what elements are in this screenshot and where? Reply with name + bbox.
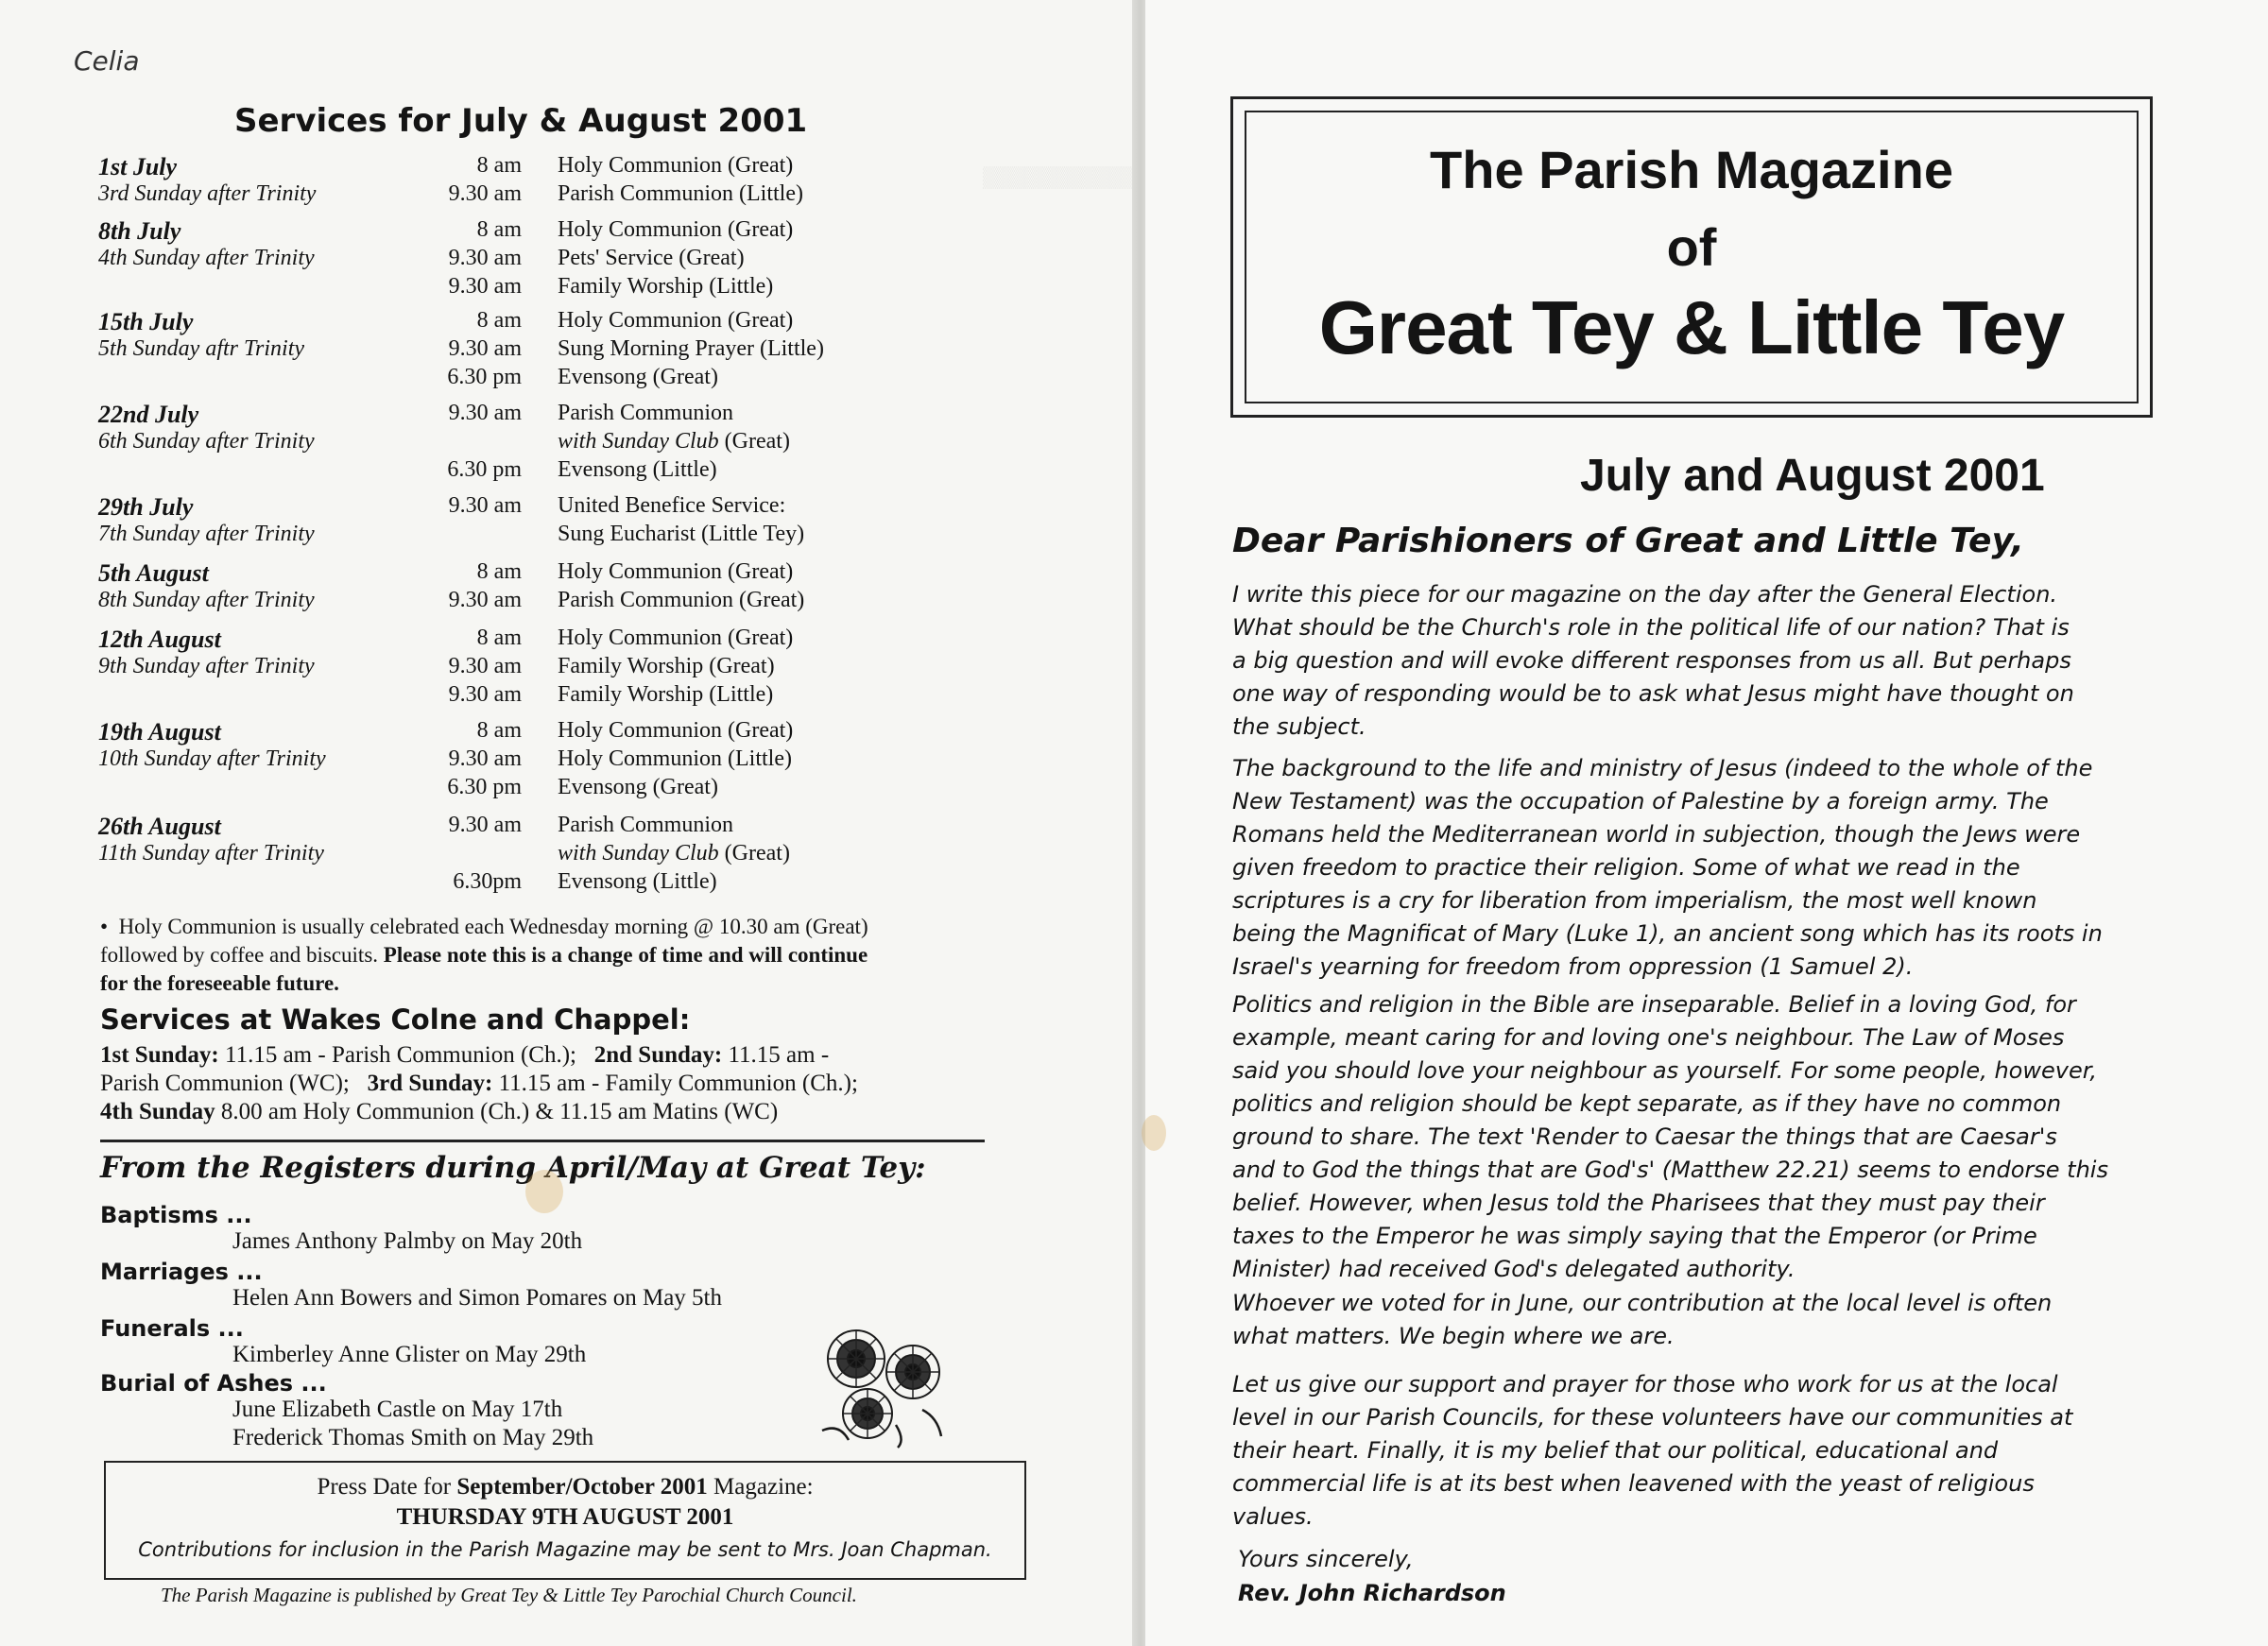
service-name: Holy Communion (Great) <box>558 626 794 650</box>
service-name: Parish Communion (Great) <box>558 588 805 612</box>
letter-line: Romans held the Mediterranean world in subjection, though the Jews were <box>1232 821 2081 848</box>
service-time: 8 am <box>476 308 522 333</box>
service-time: 8 am <box>476 217 522 242</box>
letter-line: level in our Parish Councils, for these volunteers have our communities at <box>1232 1404 2073 1431</box>
wakes-2nd-label: 2nd Sunday: <box>593 1042 723 1068</box>
service-time: 9.30 am <box>448 493 522 518</box>
service-name-rest: (Great) <box>718 429 790 454</box>
wakes-1st-text: 11.15 am - Parish Communion (Ch.); <box>225 1042 576 1068</box>
letter-line: commercial life is at its best when leavened with the yeast of religious <box>1232 1470 2035 1497</box>
service-name: Holy Communion (Great) <box>558 308 794 333</box>
marriages-label: Marriages ... <box>100 1259 263 1285</box>
service-day: 26th August <box>98 813 221 840</box>
service-name <box>558 841 790 866</box>
service-name: Family Worship (Little) <box>558 274 774 299</box>
wakes-4th-text: 8.00 am Holy Communion (Ch.) & 11.15 am Matins (WC) <box>220 1099 779 1124</box>
service-time: 9.30 am <box>448 181 522 206</box>
handwritten-note: Celia <box>74 45 140 77</box>
note-line2-bold: Please note this is a change of time and will continue <box>383 943 868 967</box>
wakes-1st-label: 1st Sunday: <box>100 1042 219 1068</box>
letter-line: and to God the things that are God's' (Matthew 22.21) seems to endorse this <box>1232 1157 2108 1183</box>
service-name: Evensong (Great) <box>558 365 718 389</box>
service-sunday: 9th Sunday after Trinity <box>98 654 315 678</box>
service-time: 8 am <box>476 718 522 743</box>
press-deadline: THURSDAY 9TH AUGUST 2001 <box>396 1504 734 1530</box>
letter-line: belief. However, when Jesus told the Pharisees that they must pay their <box>1232 1190 2045 1216</box>
note-line1: Holy Communion is usually celebrated each Wednesday morning @ 10.30 am (Great) <box>118 915 868 938</box>
service-name: Holy Communion (Great) <box>558 559 794 584</box>
service-name: Parish Communion <box>558 813 734 837</box>
letter-line: scriptures is a cry for liberation from imperialism, the most well known <box>1232 887 2037 914</box>
letter-line: Let us give our support and prayer for those who work for us at the local <box>1232 1371 2058 1397</box>
service-name: United Benefice Service: <box>558 493 786 518</box>
service-time: 9.30 am <box>448 588 522 612</box>
service-name: Holy Communion (Little) <box>558 746 792 771</box>
letter-paragraph <box>1232 988 2158 1286</box>
service-time: 8 am <box>476 626 522 650</box>
service-day: 22nd July <box>98 401 199 428</box>
service-name-rest: (Great) <box>718 841 790 866</box>
service-sunday: 3rd Sunday after Trinity <box>98 181 317 206</box>
service-name: Holy Communion (Great) <box>558 153 794 178</box>
service-name-italic: with Sunday Club <box>558 429 719 454</box>
issue-date: July and August 2001 <box>1580 451 2045 501</box>
service-name: Family Worship (Little) <box>558 682 774 707</box>
wakes-title: Services at Wakes Colne and Chappel: <box>100 1003 691 1036</box>
wakes-2nd-text-cont: Parish Communion (WC); <box>100 1071 350 1096</box>
baptisms-label: Baptisms ... <box>100 1202 252 1228</box>
service-time: 9.30 am <box>448 654 522 678</box>
service-sunday: 10th Sunday after Trinity <box>98 746 326 771</box>
service-name-italic: with Sunday Club <box>558 841 719 866</box>
service-day: 5th August <box>98 559 209 587</box>
letter-line: example, meant caring for and loving one's neighbour. The Law of Moses <box>1232 1024 2065 1051</box>
service-name <box>558 429 790 454</box>
divider <box>100 1140 985 1142</box>
letter-line: given freedom to practice their religion. Some of what we read in the <box>1232 854 2020 881</box>
service-name: Pets' Service (Great) <box>558 246 745 270</box>
service-name: Evensong (Little) <box>558 457 717 482</box>
wednesday-note <box>100 913 1032 998</box>
masthead-parishes: Great Tey & Little Tey <box>1318 285 2065 369</box>
letter-line: what matters. We begin where we are. <box>1232 1323 1675 1349</box>
ashes-entry: June Elizabeth Castle on May 17th <box>232 1397 563 1422</box>
letter-line: politics and religion should be kept separate, as if they have no common <box>1232 1090 2062 1117</box>
service-time: 9.30 am <box>448 336 522 361</box>
service-day: 1st July <box>98 153 178 180</box>
letter-line: I write this piece for our magazine on the day after the General Election. <box>1232 581 2058 608</box>
letter-line: New Testament) was the occupation of Palestine by a foreign army. The <box>1232 788 2049 814</box>
letter-line: said you should love your neighbour as yourself. For some people, however, <box>1232 1057 2097 1084</box>
service-day: 15th July <box>98 308 194 335</box>
service-time: 6.30 pm <box>447 457 522 482</box>
service-day: 8th July <box>98 217 181 245</box>
letter-line: Israel's yearning for freedom from oppression (1 Samuel 2). <box>1232 953 1914 980</box>
service-name: Evensong (Great) <box>558 775 718 799</box>
service-time: 6.30 pm <box>447 775 522 799</box>
masthead-title: The Parish Magazine <box>1430 140 1953 199</box>
bleed-through-text: ▒▒▒▒▒▒▒▒▒▒▒▒▒ <box>983 165 1166 188</box>
press-line1: Press Date for September/October 2001 Magazine: <box>317 1474 814 1500</box>
service-sunday: 7th Sunday after Trinity <box>98 522 315 546</box>
service-day: 19th August <box>98 718 221 746</box>
service-name: Holy Communion (Great) <box>558 217 794 242</box>
service-name: Holy Communion (Great) <box>558 718 794 743</box>
registers-title: From the Registers during April/May at Great Tey: <box>100 1151 926 1185</box>
wakes-4th-label: 4th Sunday <box>100 1099 215 1124</box>
service-name: Parish Communion <box>558 401 734 425</box>
note-line3-bold: for the foreseeable future. <box>100 971 339 995</box>
letter-line: ground to share. The text 'Render to Caesar the things that are Caesar's <box>1232 1123 2057 1150</box>
services-title: Services for July & August 2001 <box>234 102 808 140</box>
publisher-line: The Parish Magazine is published by Great Tey & Little Tey Parochial Church Council. <box>161 1584 857 1606</box>
service-name: Evensong (Little) <box>558 869 717 894</box>
letter-paragraph <box>1232 578 2158 744</box>
letter-line: being the Magnificat of Mary (Luke 1), an ancient song which has its roots in <box>1232 920 2103 947</box>
wakes-3rd-text: 11.15 am - Family Communion (Ch.); <box>498 1071 858 1096</box>
funeral-entry: Kimberley Anne Glister on May 29th <box>232 1342 587 1367</box>
letter-line: The background to the life and ministry of Jesus (indeed to the whole of the <box>1232 755 2093 781</box>
service-sunday: 8th Sunday after Trinity <box>98 588 315 612</box>
letter-line: one way of responding would be to ask what Jesus might have thought on <box>1232 680 2074 707</box>
service-sunday: 6th Sunday after Trinity <box>98 429 315 454</box>
service-time: 9.30 am <box>448 246 522 270</box>
stain <box>525 1170 563 1213</box>
funerals-label: Funerals ... <box>100 1315 244 1342</box>
service-day: 12th August <box>98 626 221 653</box>
letter-paragraph <box>1232 1368 2158 1534</box>
service-name: Parish Communion (Little) <box>558 181 803 206</box>
service-time: 6.30 pm <box>447 365 522 389</box>
service-time: 9.30 am <box>448 813 522 837</box>
letter-line: Whoever we voted for in June, our contribution at the local level is often <box>1232 1290 2053 1316</box>
service-time: 9.30 am <box>448 682 522 707</box>
ashes-entry: Frederick Thomas Smith on May 29th <box>232 1425 594 1450</box>
letter-line: their heart. Finally, it is my belief that our political, educational and <box>1232 1437 1999 1464</box>
service-name: Sung Morning Prayer (Little) <box>558 336 824 361</box>
masthead-box <box>1230 96 2153 418</box>
service-time: 9.30 am <box>448 274 522 299</box>
service-sunday: 5th Sunday aftr Trinity <box>98 336 305 361</box>
service-sunday: 4th Sunday after Trinity <box>98 246 315 270</box>
press-contributions: Contributions for inclusion in the Parish Magazine may be sent to Mrs. Joan Chapman. <box>138 1538 992 1561</box>
baptism-entry: James Anthony Palmby on May 20th <box>232 1228 583 1254</box>
marriage-entry: Helen Ann Bowers and Simon Pomares on May 5th <box>232 1285 723 1311</box>
service-sunday: 11th Sunday after Trinity <box>98 841 324 866</box>
wakes-2nd-text: 11.15 am - <box>728 1042 830 1068</box>
note-line2-normal: followed by coffee and biscuits. <box>100 943 379 967</box>
stain <box>1142 1115 1166 1151</box>
service-time: 8 am <box>476 559 522 584</box>
letter-line: taxes to the Emperor he was simply saying that the Emperor (or Prime <box>1232 1223 2037 1249</box>
service-time: 8 am <box>476 153 522 178</box>
letter-line: a big question and will evoke different responses from us all. But perhaps <box>1232 647 2071 674</box>
letter-line: the subject. <box>1232 713 1366 740</box>
service-time: 6.30pm <box>453 869 522 894</box>
press-date-box <box>104 1461 1026 1580</box>
flower-illustration <box>811 1319 953 1451</box>
letter-paragraph <box>1232 752 2158 984</box>
service-time: 9.30 am <box>448 401 522 425</box>
service-name: Family Worship (Great) <box>558 654 775 678</box>
service-day: 29th July <box>98 493 194 521</box>
wakes-services <box>100 1041 1032 1126</box>
letter-signature: Rev. John Richardson <box>1238 1580 1506 1606</box>
wakes-3rd-label: 3rd Sunday: <box>367 1071 493 1096</box>
letter-line: Politics and religion in the Bible are inseparable. Belief in a loving God, for <box>1232 991 2076 1018</box>
letter-greeting: Dear Parishioners of Great and Little Tey, <box>1232 522 2024 560</box>
note-bullet: • <box>100 915 109 938</box>
service-time: 9.30 am <box>448 746 522 771</box>
letter-paragraph <box>1232 1287 2158 1353</box>
masthead-of: of <box>1666 217 1717 277</box>
letter-line: values. <box>1232 1503 1314 1530</box>
letter-line: Minister) had received God's delegated authority. <box>1232 1256 1796 1282</box>
service-name: Sung Eucharist (Little Tey) <box>558 522 805 546</box>
letter-line: What should be the Church's role in the political life of our nation? That is <box>1232 614 2070 641</box>
letter-closing: Yours sincerely, <box>1238 1546 1414 1572</box>
ashes-label: Burial of Ashes ... <box>100 1370 327 1397</box>
